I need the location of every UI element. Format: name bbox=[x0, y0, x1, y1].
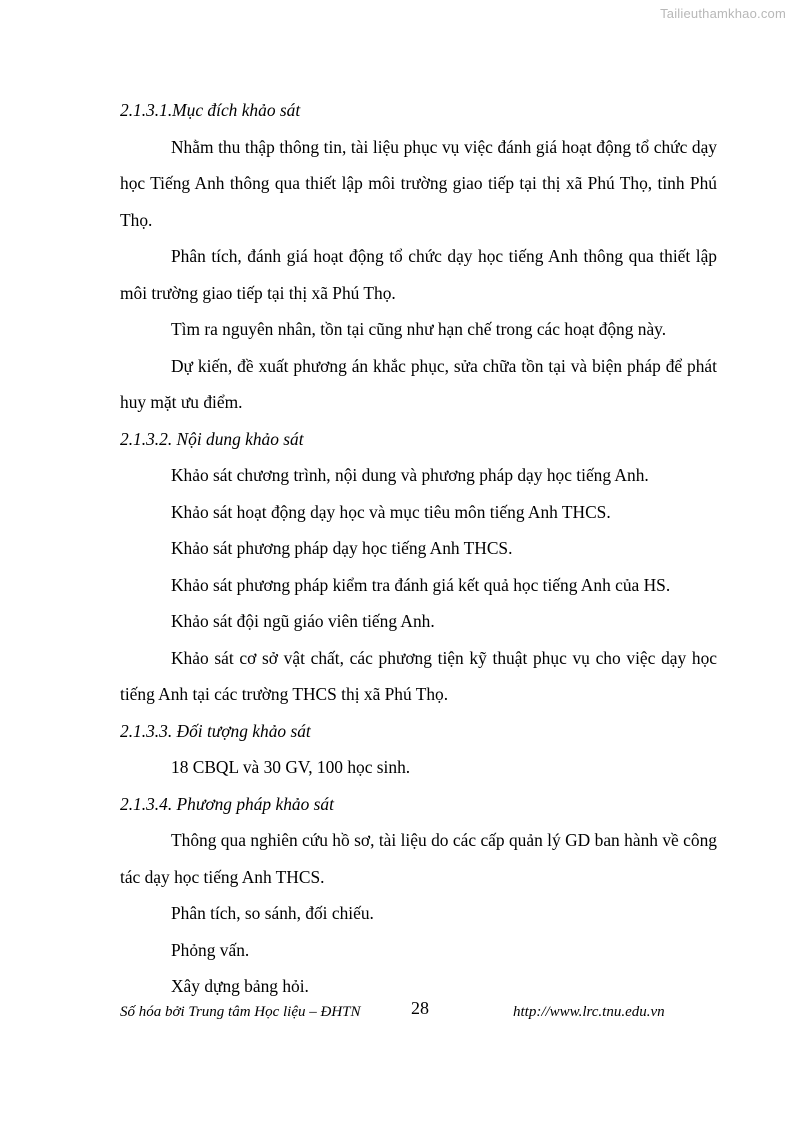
paragraph: Phân tích, so sánh, đối chiếu. bbox=[171, 903, 374, 923]
section-heading: 2.1.3.3. Đối tượng khảo sát bbox=[120, 720, 311, 741]
page-number: 28 bbox=[411, 998, 429, 1018]
paragraph: Khảo sát đội ngũ giáo viên tiếng Anh. bbox=[171, 611, 435, 631]
paragraph: 18 CBQL và 30 GV, 100 học sinh. bbox=[171, 757, 411, 777]
footer-url[interactable]: http://www.lrc.tnu.edu.vn bbox=[513, 1004, 665, 1020]
document-body bbox=[120, 92, 717, 1005]
section-muc-dich bbox=[120, 92, 717, 421]
paragraph: Thông qua nghiên cứu hồ sơ, tài liệu do các cấp quản lý GD ban hành về công tác dạy học tiếng Anh THCS. bbox=[120, 830, 717, 887]
section-heading: 2.1.3.2. Nội dung khảo sát bbox=[120, 428, 304, 449]
section-heading: 2.1.3.1.Mục đích khảo sát bbox=[120, 100, 301, 120]
page-footer bbox=[120, 998, 720, 1028]
paragraph: Xây dựng bảng hỏi. bbox=[171, 976, 309, 996]
paragraph: Nhằm thu thập thông tin, tài liệu phục vụ việc đánh giá hoạt động tổ chức dạy học Tiếng Anh thông qua thiết lập môi trường giao tiếp tại thị xã Phú Thọ, tỉnh Phú Thọ. bbox=[120, 136, 717, 230]
watermark: Tailieuthamkhao.com bbox=[660, 6, 786, 21]
paragraph: Tìm ra nguyên nhân, tồn tại cũng như hạn chế trong các hoạt động này. bbox=[171, 319, 667, 339]
section-heading: 2.1.3.4. Phương pháp khảo sát bbox=[120, 793, 334, 814]
paragraph: Khảo sát cơ sở vật chất, các phương tiện kỹ thuật phục vụ cho việc dạy học tiếng Anh tại các trường THCS thị xã Phú Thọ. bbox=[120, 647, 717, 704]
paragraph: Phân tích, đánh giá hoạt động tổ chức dạy học tiếng Anh thông qua thiết lập môi trường giao tiếp tại thị xã Phú Thọ. bbox=[120, 246, 717, 303]
section-doi-tuong bbox=[120, 713, 717, 786]
paragraph: Khảo sát chương trình, nội dung và phương pháp dạy học tiếng Anh. bbox=[171, 465, 649, 485]
section-phuong-phap bbox=[120, 786, 717, 1005]
section-noi-dung bbox=[120, 421, 717, 713]
paragraph: Phỏng vấn. bbox=[171, 939, 250, 960]
paragraph: Khảo sát phương pháp kiểm tra đánh giá kết quả học tiếng Anh của HS. bbox=[171, 574, 671, 595]
paragraph: Khảo sát phương pháp dạy học tiếng Anh THCS. bbox=[171, 538, 513, 558]
footer-source: Số hóa bởi Trung tâm Học liệu – ĐHTN bbox=[120, 1004, 361, 1020]
paragraph: Dự kiến, đề xuất phương án khắc phục, sửa chữa tồn tại và biện pháp để phát huy mặt ưu điểm. bbox=[120, 355, 717, 412]
paragraph: Khảo sát hoạt động dạy học và mục tiêu môn tiếng Anh THCS. bbox=[171, 501, 611, 522]
